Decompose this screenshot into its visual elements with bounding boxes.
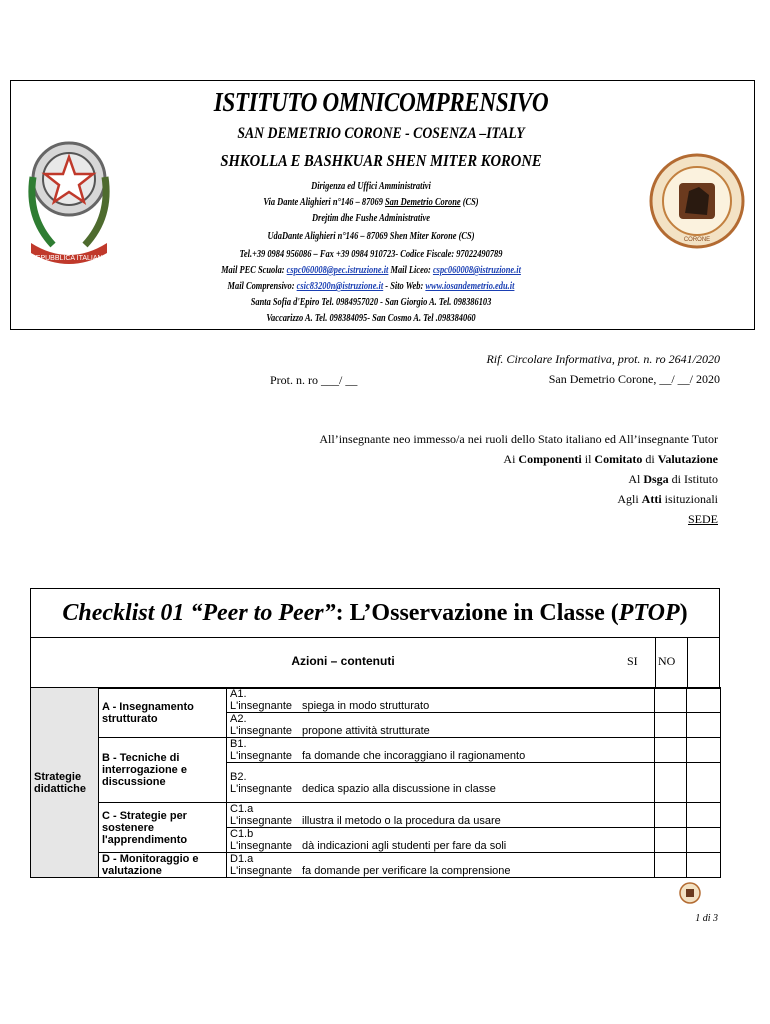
group-label: D - Monitoraggio e valutazione [99, 853, 227, 878]
address-albanian-line: UdaDante Alighieri n°146 – 87069 Shen Miter Korone (CS) [267, 231, 475, 242]
table-row [31, 738, 721, 763]
group-label: B - Tecniche di interrogazione e discussione [99, 738, 227, 803]
recipient-atti: Agli Atti isituzionali [617, 492, 718, 506]
item-text: C1.b L'insegnante dà indicazioni agli studenti per fare da soli [227, 828, 655, 853]
no-checkbox[interactable] [687, 688, 721, 713]
comprensivo-email-link[interactable]: csic83200n@istruzione.it [296, 281, 384, 292]
circular-reference: Rif. Circolare Informativa, prot. n. ro 2641/2020 [486, 352, 720, 366]
si-checkbox[interactable] [655, 763, 687, 803]
no-checkbox[interactable] [687, 853, 721, 878]
checklist-column-header [31, 638, 719, 689]
category-cell: Strategie didattiche [31, 688, 99, 878]
branches-line-1: Santa Sofia d'Epiro Tel. 0984957020 - San Giorgio A. Tel. 098386103 [250, 297, 492, 308]
italian-emblem-icon [23, 117, 115, 277]
item-text: B1. L'insegnante fa domande che incoraggiano il ragionamento [227, 738, 655, 763]
item-text: D1.a L'insegnante fa domande per verificare la comprensione [227, 853, 655, 878]
item-text: B2. L'insegnante dedica spazio alla discussione in classe [227, 763, 655, 803]
emblem-ribbon-text: REPUBBLICA ITALIANA [30, 255, 108, 262]
no-checkbox[interactable] [687, 738, 721, 763]
protocol-number: Prot. n. ro ___/ __ [270, 373, 358, 387]
institute-albanian-name: SHKOLLA E BASHKUAR SHEN MITER KORONE [220, 151, 542, 170]
letterhead [10, 80, 755, 330]
no-checkbox[interactable] [687, 828, 721, 853]
address-line: Via Dante Alighieri n°146 – 87069 San Demetrio Corone (CS) [263, 197, 479, 208]
no-checkbox[interactable] [687, 803, 721, 828]
si-checkbox[interactable] [655, 803, 687, 828]
institute-title: ISTITUTO OMNICOMPRENSIVO [213, 87, 549, 117]
si-checkbox[interactable] [655, 853, 687, 878]
branches-line-2: Vaccarizzo A. Tel. 098384095- San Cosmo A. Tel .098384060 [266, 313, 476, 324]
table-row [31, 803, 721, 828]
institute-location: SAN DEMETRIO CORONE - COSENZA –ITALY [237, 125, 525, 142]
website-link[interactable]: www.iosandemetrio.edu.it [425, 281, 515, 292]
office-albanian-line: Drejtim dhe Fushe Administrative [311, 213, 430, 224]
pec-email-link[interactable]: cspc060008@pec.istruzione.it [286, 265, 389, 276]
column-actions: Azioni – contenuti [291, 654, 395, 668]
group-label: A - Insegnamento strutturato [99, 688, 227, 738]
checklist-title: Checklist 01 “Peer to Peer”: L’Osservazione in Classe (PTOP) [31, 589, 719, 638]
recipient-teachers: All’insegnante neo immesso/a nei ruoli dello Stato italiano ed All’insegnante Tutor [319, 432, 718, 446]
table-row [31, 853, 721, 878]
si-checkbox[interactable] [655, 688, 687, 713]
no-checkbox[interactable] [687, 713, 721, 738]
si-checkbox[interactable] [655, 713, 687, 738]
recipient-sede: SEDE [688, 512, 718, 526]
place-date: San Demetrio Corone, __/ __/ 2020 [548, 372, 720, 386]
liceo-email-link[interactable]: cspc060008@istruzione.it [432, 265, 521, 276]
item-text: C1.a L'insegnante illustra il metodo o la procedura da usare [227, 803, 655, 828]
item-text: A2. L'insegnante propone attività strutturate [227, 713, 655, 738]
table-row [31, 688, 721, 713]
column-si: SI [627, 654, 638, 668]
checklist-header [30, 588, 720, 689]
si-checkbox[interactable] [655, 828, 687, 853]
seal-text: CORONE [683, 237, 711, 243]
recipient-dsga: Al Dsga di Istituto [628, 472, 718, 486]
mail-line: Mail PEC Scuola: cspc060008@pec.istruzione.it Mail Liceo: cspc060008@istruzione.it [221, 265, 521, 276]
comprensivo-line: Mail Comprensivo: csic83200n@istruzione.it - Sito Web: www.iosandemetrio.edu.it [227, 281, 515, 292]
item-text: A1. L'insegnante spiega in modo strutturato [227, 688, 655, 713]
checklist-table [30, 687, 721, 878]
no-checkbox[interactable] [687, 763, 721, 803]
school-seal-icon [649, 117, 745, 285]
column-no: NO [658, 654, 676, 668]
group-label: C - Strategie per sostenere l'apprendimento [99, 803, 227, 853]
recipient-committee: Ai Componenti il Comitato di Valutazione [503, 452, 718, 466]
page-number: 1 di 3 [695, 913, 718, 924]
phone-line: Tel.+39 0984 956086 – Fax +39 0984 910723- Codice Fiscale: 97022490789 [239, 249, 503, 260]
office-line: Dirigenza ed Uffici Amministrativi [311, 181, 431, 192]
si-checkbox[interactable] [655, 738, 687, 763]
